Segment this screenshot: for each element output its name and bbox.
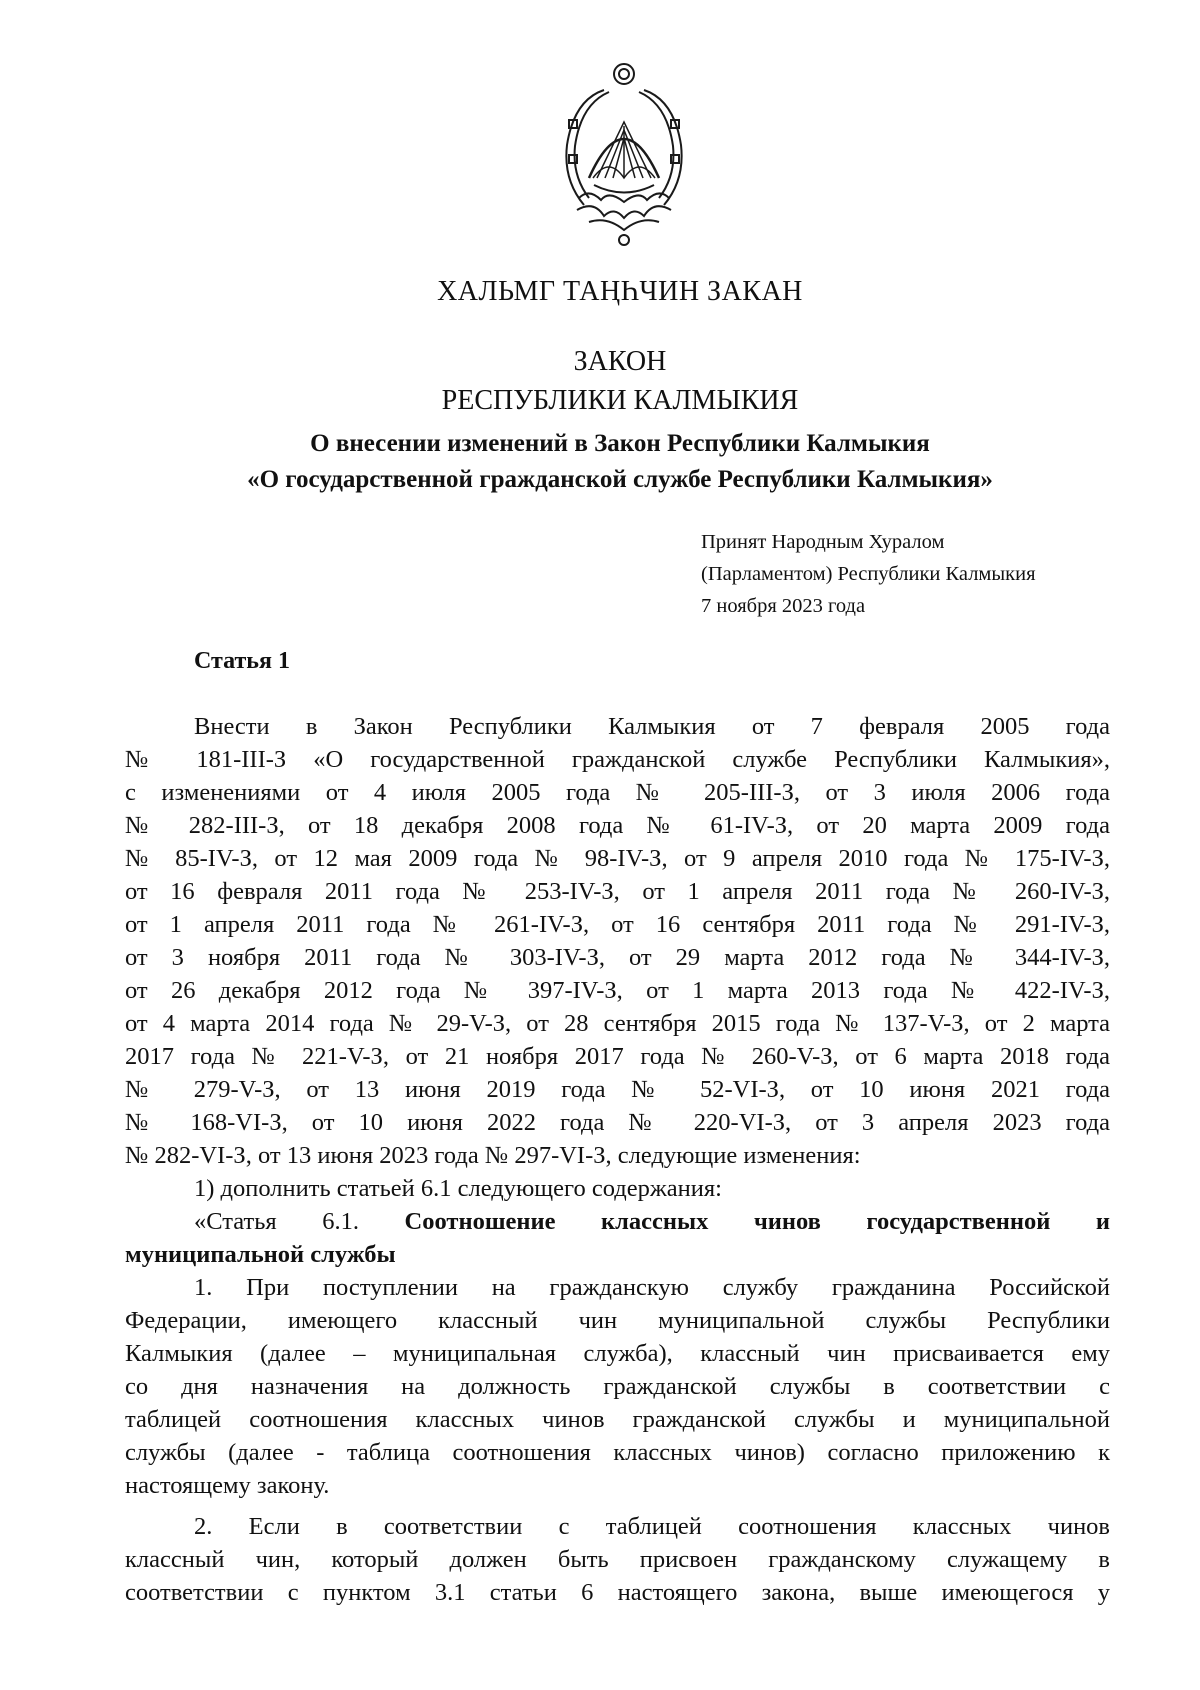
paragraph-line: 2017 года № 221-V-З, от 21 ноября 2017 года № 260-V-З, от 6 марта 2018 года (125, 1043, 1110, 1070)
article-title: Статья 1 (194, 648, 290, 674)
paragraph-line: № 181-III-З «О государственной гражданской службе Республики Калмыкия», (125, 746, 1110, 773)
paragraph-line: № 279-V-З, от 13 июня 2019 года № 52-VI-З, от 10 июня 2021 года (125, 1076, 1110, 1103)
new-article-heading (125, 1205, 1110, 1238)
paragraph-line: Внести в Закон Республики Калмыкия от 7 февраля 2005 года (194, 713, 1110, 740)
paragraph-line: службы (далее - таблица соотношения классных чинов) согласно приложению к (125, 1439, 1110, 1466)
paragraph-line: 2. Если в соответствии с таблицей соотношения классных чинов (194, 1513, 1110, 1540)
article-body (125, 710, 1110, 1609)
amendment-item: 1) дополнить статьей 6.1 следующего содержания: (194, 1175, 722, 1202)
adoption-date: 7 ноября 2023 года (701, 595, 866, 617)
paragraph-line: № 85-IV-З, от 12 мая 2009 года № 98-IV-З, от 9 апреля 2010 года № 175-IV-З, (125, 845, 1110, 872)
paragraph-line: соответствии с пунктом 3.1 статьи 6 настоящего закона, выше имеющегося у (125, 1579, 1110, 1606)
paragraph-line: Федерации, имеющего классный чин муниципальной службы Республики (125, 1307, 1110, 1334)
paragraph-line: от 3 ноября 2011 года № 303-IV-З, от 29 марта 2012 года № 344-IV-З, (125, 944, 1110, 971)
paragraph-line: с изменениями от 4 июля 2005 года № 205-III-З, от 3 июля 2006 года (125, 779, 1110, 806)
paragraph-line: от 1 апреля 2011 года № 261-IV-З, от 16 сентября 2011 года № 291-IV-З, (125, 911, 1110, 938)
paragraph-line: от 16 февраля 2011 года № 253-IV-З, от 1 апреля 2011 года № 260-IV-З, (125, 878, 1110, 905)
republic-title: РЕСПУБЛИКИ КАЛМЫКИЯ (441, 385, 799, 416)
new-article-heading-cont (125, 1238, 1110, 1271)
paragraph-line: № 282-III-З, от 18 декабря 2008 года № 61-IV-З, от 20 марта 2009 года (125, 812, 1110, 839)
paragraph-line: таблицей соотношения классных чинов гражданской службы и муниципальной (125, 1406, 1110, 1433)
kalmyk-law-title: ХАЛЬМГ ТАҢҺЧИН ЗАКАН (437, 276, 803, 307)
adoption-line: (Парламентом) Республики Калмыкия (701, 563, 1036, 585)
adoption-line: Принят Народным Хуралом (701, 531, 945, 553)
law-subject-line-1: О внесении изменений в Закон Республики Калмыкия (310, 430, 930, 457)
paragraph-line: № 282-VI-З, от 13 июня 2023 года № 297-VI-З, следующие изменения: (125, 1142, 861, 1169)
paragraph-line: № 168-VI-З, от 10 июня 2022 года № 220-VI-З, от 3 апреля 2023 года (125, 1109, 1110, 1136)
paragraph-line: со дня назначения на должность гражданской службы в соответствии с (125, 1373, 1110, 1400)
new-article-title-cont: муниципальной службы (125, 1241, 396, 1268)
paragraph-line: от 26 декабря 2012 года № 397-IV-З, от 1 марта 2013 года № 422-IV-З, (125, 977, 1110, 1004)
kalmykia-emblem-icon (549, 60, 699, 248)
new-article-title: Соотношение классных чинов государственной и (404, 1208, 1111, 1235)
law-subject-line-2: «О государственной гражданской службе Республики Калмыкия» (247, 466, 993, 493)
paragraph-line: от 4 марта 2014 года № 29-V-З, от 28 сентября 2015 года № 137-V-З, от 2 марта (125, 1010, 1110, 1037)
new-article-number: «Статья 6.1. (194, 1208, 359, 1235)
paragraph-line: классный чин, который должен быть присвоен гражданскому служащему в (125, 1546, 1110, 1573)
paragraph-line: 1. При поступлении на гражданскую службу гражданина Российской (194, 1274, 1110, 1301)
law-title: ЗАКОН (573, 346, 667, 377)
adoption-note (701, 526, 1036, 622)
paragraph-line: настоящему закону. (125, 1472, 330, 1499)
paragraph-line: Калмыкия (далее – муниципальная служба), классный чин присваивается ему (125, 1340, 1110, 1367)
